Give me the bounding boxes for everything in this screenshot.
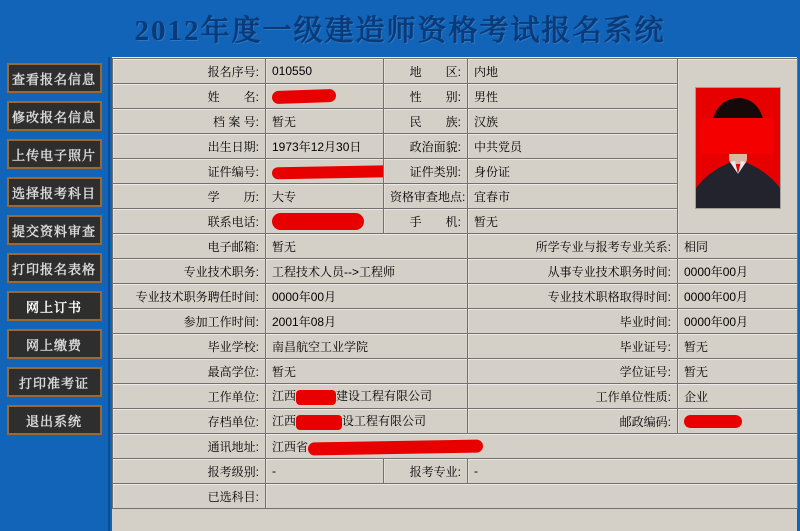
field-value-archive-unit-pre: 江西 — [272, 414, 297, 429]
table-row — [113, 384, 798, 409]
field-label-postal-code: 邮政编码: — [468, 409, 678, 434]
field-value-work-unit-pre: 江西 — [272, 389, 297, 404]
registration-info-panel — [112, 57, 797, 531]
table-row — [113, 284, 798, 309]
table-row — [113, 259, 798, 284]
field-label-exam-level: 报考级别: — [113, 459, 266, 484]
field-label-phone: 联系电话: — [113, 209, 266, 234]
table-row — [113, 359, 798, 384]
field-value-gender: 男性 — [468, 84, 678, 109]
field-label-ethnicity: 民 族: — [384, 109, 468, 134]
field-label-post-appoint: 专业技术职务聘任时间: — [113, 284, 266, 309]
field-label-file-no: 档 案 号: — [113, 109, 266, 134]
field-value-address-pre: 江西省 — [272, 439, 309, 454]
field-value-ethnicity: 汉族 — [468, 109, 678, 134]
sidebar-item-online-payment[interactable]: 网上缴费 — [7, 329, 102, 359]
field-value-major-relation: 相同 — [678, 234, 798, 259]
field-value-mobile: 暂无 — [468, 209, 678, 234]
field-label-tech-post-years: 从事专业技术职务时间: — [468, 259, 678, 284]
field-label-mobile: 手 机: — [384, 209, 468, 234]
field-value-archive-unit-suffix: 设工程有限公司 — [342, 414, 427, 429]
field-value-top-degree: 暂无 — [266, 359, 468, 384]
field-value-region: 内地 — [468, 59, 678, 84]
field-value-work-unit-suffix: 建设工程有限公司 — [336, 389, 433, 404]
field-value-work-unit — [266, 384, 468, 409]
field-value-education: 大专 — [266, 184, 384, 209]
field-label-tech-post: 专业技术职务: — [113, 259, 266, 284]
field-value-email: 暂无 — [266, 234, 468, 259]
table-row — [113, 484, 798, 509]
field-value-file-no: 暂无 — [266, 109, 384, 134]
field-value-cert-type: 身份证 — [468, 159, 678, 184]
field-label-reg-no: 报名序号: — [113, 59, 266, 84]
field-value-post-appoint: 0000年00月 — [266, 284, 468, 309]
sidebar — [0, 57, 110, 531]
field-label-work-start: 参加工作时间: — [113, 309, 266, 334]
table-row — [113, 234, 798, 259]
field-label-cert-type: 证件类别: — [384, 159, 468, 184]
field-label-birth-date: 出生日期: — [113, 134, 266, 159]
field-label-qual-obtain: 专业技术职格取得时间: — [468, 284, 678, 309]
field-label-degree-no: 学位证号: — [468, 359, 678, 384]
field-label-region: 地 区: — [384, 59, 468, 84]
field-value-review-place: 宜春市 — [468, 184, 678, 209]
field-label-gender: 性 别: — [384, 84, 468, 109]
field-value-cert-no — [266, 159, 384, 184]
sidebar-item-exit-system[interactable]: 退出系统 — [7, 405, 102, 435]
field-label-review-place: 资格审查地点: — [384, 184, 468, 209]
redaction-mark — [272, 165, 384, 180]
field-value-address — [266, 434, 798, 459]
field-label-major-relation: 所学专业与报考专业关系: — [468, 234, 678, 259]
field-label-exam-major: 报考专业: — [384, 459, 468, 484]
table-row — [113, 334, 798, 359]
field-value-birth-date: 1973年12月30日 — [266, 134, 384, 159]
field-value-exam-major: - — [468, 459, 798, 484]
field-value-graduate-time: 0000年00月 — [678, 309, 798, 334]
sidebar-item-print-form[interactable]: 打印报名表格 — [7, 253, 102, 283]
photo-cell — [678, 59, 798, 234]
sidebar-item-view-info[interactable]: 查看报名信息 — [7, 63, 102, 93]
field-label-school: 毕业学校: — [113, 334, 266, 359]
field-value-tech-post: 工程技术人员-->工程师 — [266, 259, 468, 284]
field-value-school: 南昌航空工业学院 — [266, 334, 468, 359]
page-title: 2012年度一级建造师资格考试报名系统 — [134, 15, 666, 47]
field-label-selected-subjects: 已选科目: — [113, 484, 266, 509]
field-value-selected-subjects — [266, 484, 798, 509]
field-value-political: 中共党员 — [468, 134, 678, 159]
registration-form-table — [112, 58, 798, 509]
redaction-mark — [296, 415, 342, 430]
page-header — [0, 0, 800, 57]
field-label-cert-no: 证件编号: — [113, 159, 266, 184]
sidebar-item-print-admission[interactable]: 打印准考证 — [7, 367, 102, 397]
redaction-mark — [272, 89, 336, 104]
field-label-name: 姓 名: — [113, 84, 266, 109]
table-row — [113, 59, 798, 84]
field-value-name — [266, 84, 384, 109]
field-label-unit-type: 工作单位性质: — [468, 384, 678, 409]
field-label-political: 政治面貌: — [384, 134, 468, 159]
field-value-phone — [266, 209, 384, 234]
sidebar-item-order-books[interactable]: 网上订书 — [7, 291, 102, 321]
redaction-mark — [308, 439, 483, 455]
field-value-qual-obtain: 0000年00月 — [678, 284, 798, 309]
field-value-archive-unit — [266, 409, 468, 434]
field-label-education: 学 历: — [113, 184, 266, 209]
table-row — [113, 434, 798, 459]
field-label-work-unit: 工作单位: — [113, 384, 266, 409]
applicant-photo — [695, 87, 781, 209]
table-row — [113, 459, 798, 484]
sidebar-item-upload-photo[interactable]: 上传电子照片 — [7, 139, 102, 169]
table-row — [113, 409, 798, 434]
field-value-tech-post-years: 0000年00月 — [678, 259, 798, 284]
field-value-reg-no: 010550 — [266, 59, 384, 84]
redaction-mark — [272, 213, 364, 230]
sidebar-item-submit-review[interactable]: 提交资料审查 — [7, 215, 102, 245]
field-label-archive-unit: 存档单位: — [113, 409, 266, 434]
field-value-exam-level: - — [266, 459, 384, 484]
redaction-mark — [684, 415, 742, 428]
field-value-work-start: 2001年08月 — [266, 309, 468, 334]
field-label-graduate-time: 毕业时间: — [468, 309, 678, 334]
field-label-address: 通讯地址: — [113, 434, 266, 459]
field-value-diploma-no: 暂无 — [678, 334, 798, 359]
field-value-postal-code — [678, 409, 798, 434]
field-value-degree-no: 暂无 — [678, 359, 798, 384]
field-label-top-degree: 最高学位: — [113, 359, 266, 384]
sidebar-item-select-subjects[interactable]: 选择报考科目 — [7, 177, 102, 207]
field-value-unit-type: 企业 — [678, 384, 798, 409]
field-label-email: 电子邮箱: — [113, 234, 266, 259]
redaction-mark — [296, 390, 336, 405]
field-label-diploma-no: 毕业证号: — [468, 334, 678, 359]
sidebar-item-edit-info[interactable]: 修改报名信息 — [7, 101, 102, 131]
table-row — [113, 309, 798, 334]
